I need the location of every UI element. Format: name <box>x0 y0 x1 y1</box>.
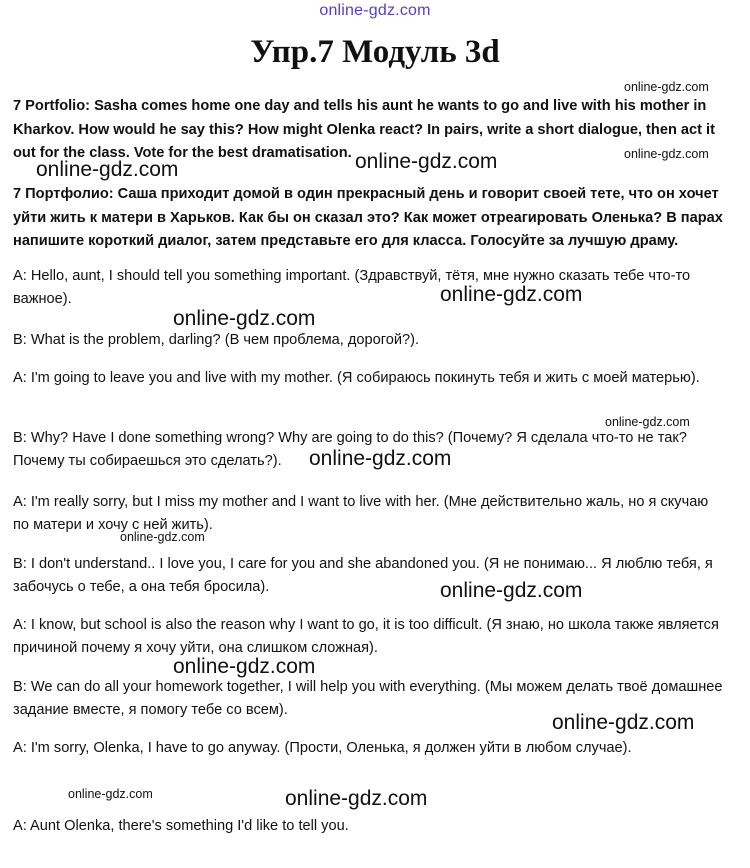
watermark: online-gdz.com <box>173 307 316 330</box>
watermark: online-gdz.com <box>309 447 452 470</box>
dialogue-line: A: Hello, aunt, I should tell you something important. (Здравствуй, тётя, мне нужно сказать тебе что-то важное). <box>13 268 691 307</box>
watermark: online-gdz.com <box>68 787 153 801</box>
watermark: online-gdz.com <box>355 150 498 173</box>
page-title: Упр.7 Модуль 3d <box>250 34 500 70</box>
watermark: online-gdz.com <box>173 655 316 678</box>
dialogue-line: B: I don't understand.. I love you, I care for you and she abandoned you. (Я не понимаю... Я люблю тебя, я забочусь о тебе, а она тебя бросила). <box>13 556 713 595</box>
watermark: online-gdz.com <box>285 787 428 810</box>
watermark: online-gdz.com <box>440 283 583 306</box>
watermark: online-gdz.com <box>624 80 709 94</box>
dialogue-line: A: I'm sorry, Olenka, I have to go anyway. (Прости, Оленька, я должен уйти в любом случае). <box>13 740 632 756</box>
watermark: online-gdz.com <box>440 579 583 602</box>
site-watermark-top: online-gdz.com <box>319 2 431 19</box>
task-text-english: 7 Portfolio: Sasha comes home one day and tells his aunt he wants to go and live with his mother in Kharkov. How would he say this? How might Olenka react? In pairs, write a short dialogue, then act it out for the class. Vote for the best dramatisation. <box>13 98 715 161</box>
dialogue-line: B: What is the problem, darling? (В чем проблема, дорогой?). <box>13 332 420 348</box>
watermark: online-gdz.com <box>605 415 690 429</box>
watermark: online-gdz.com <box>36 158 179 181</box>
dialogue-line: B: We can do all your homework together, I will help you with everything. (Мы можем делать твоё домашнее задание вместе, я помогу тебе со всем). <box>13 679 723 718</box>
watermark: online-gdz.com <box>120 530 205 544</box>
watermark: online-gdz.com <box>624 147 709 161</box>
dialogue-line: A: I'm really sorry, but I miss my mother and I want to live with her. (Мне действительно жаль, но я скучаю по матери и хочу с ней жить). <box>13 494 709 533</box>
dialogue-line: A: I'm going to leave you and live with my mother. (Я собираюсь покинуть тебя и жить с моей матерью). <box>13 370 700 386</box>
dialogue-line: A: I know, but school is also the reason why I want to go, it is too difficult. (Я знаю, но школа также является причиной почему я хочу уйти, она слишком сложная). <box>13 617 719 656</box>
dialogue-line: B: Why? Have I done something wrong? Why are going to do this? (Почему? Я сделала что-то не так? Почему ты собираешься это сделать?). <box>13 430 687 469</box>
watermark: online-gdz.com <box>552 711 695 734</box>
dialogue-line: A: Aunt Olenka, there's something I'd like to tell you. <box>13 818 349 834</box>
task-text-russian: 7 Портфолио: Саша приходит домой в один прекрасный день и говорит своей тете, что он хочет уйти жить к матери в Харьков. Как бы он сказал это? Как может отреагировать Оленька? В парах напишите короткий диалог, затем представьте его для класса. Голосуйте за лучшую драму. <box>13 186 723 249</box>
